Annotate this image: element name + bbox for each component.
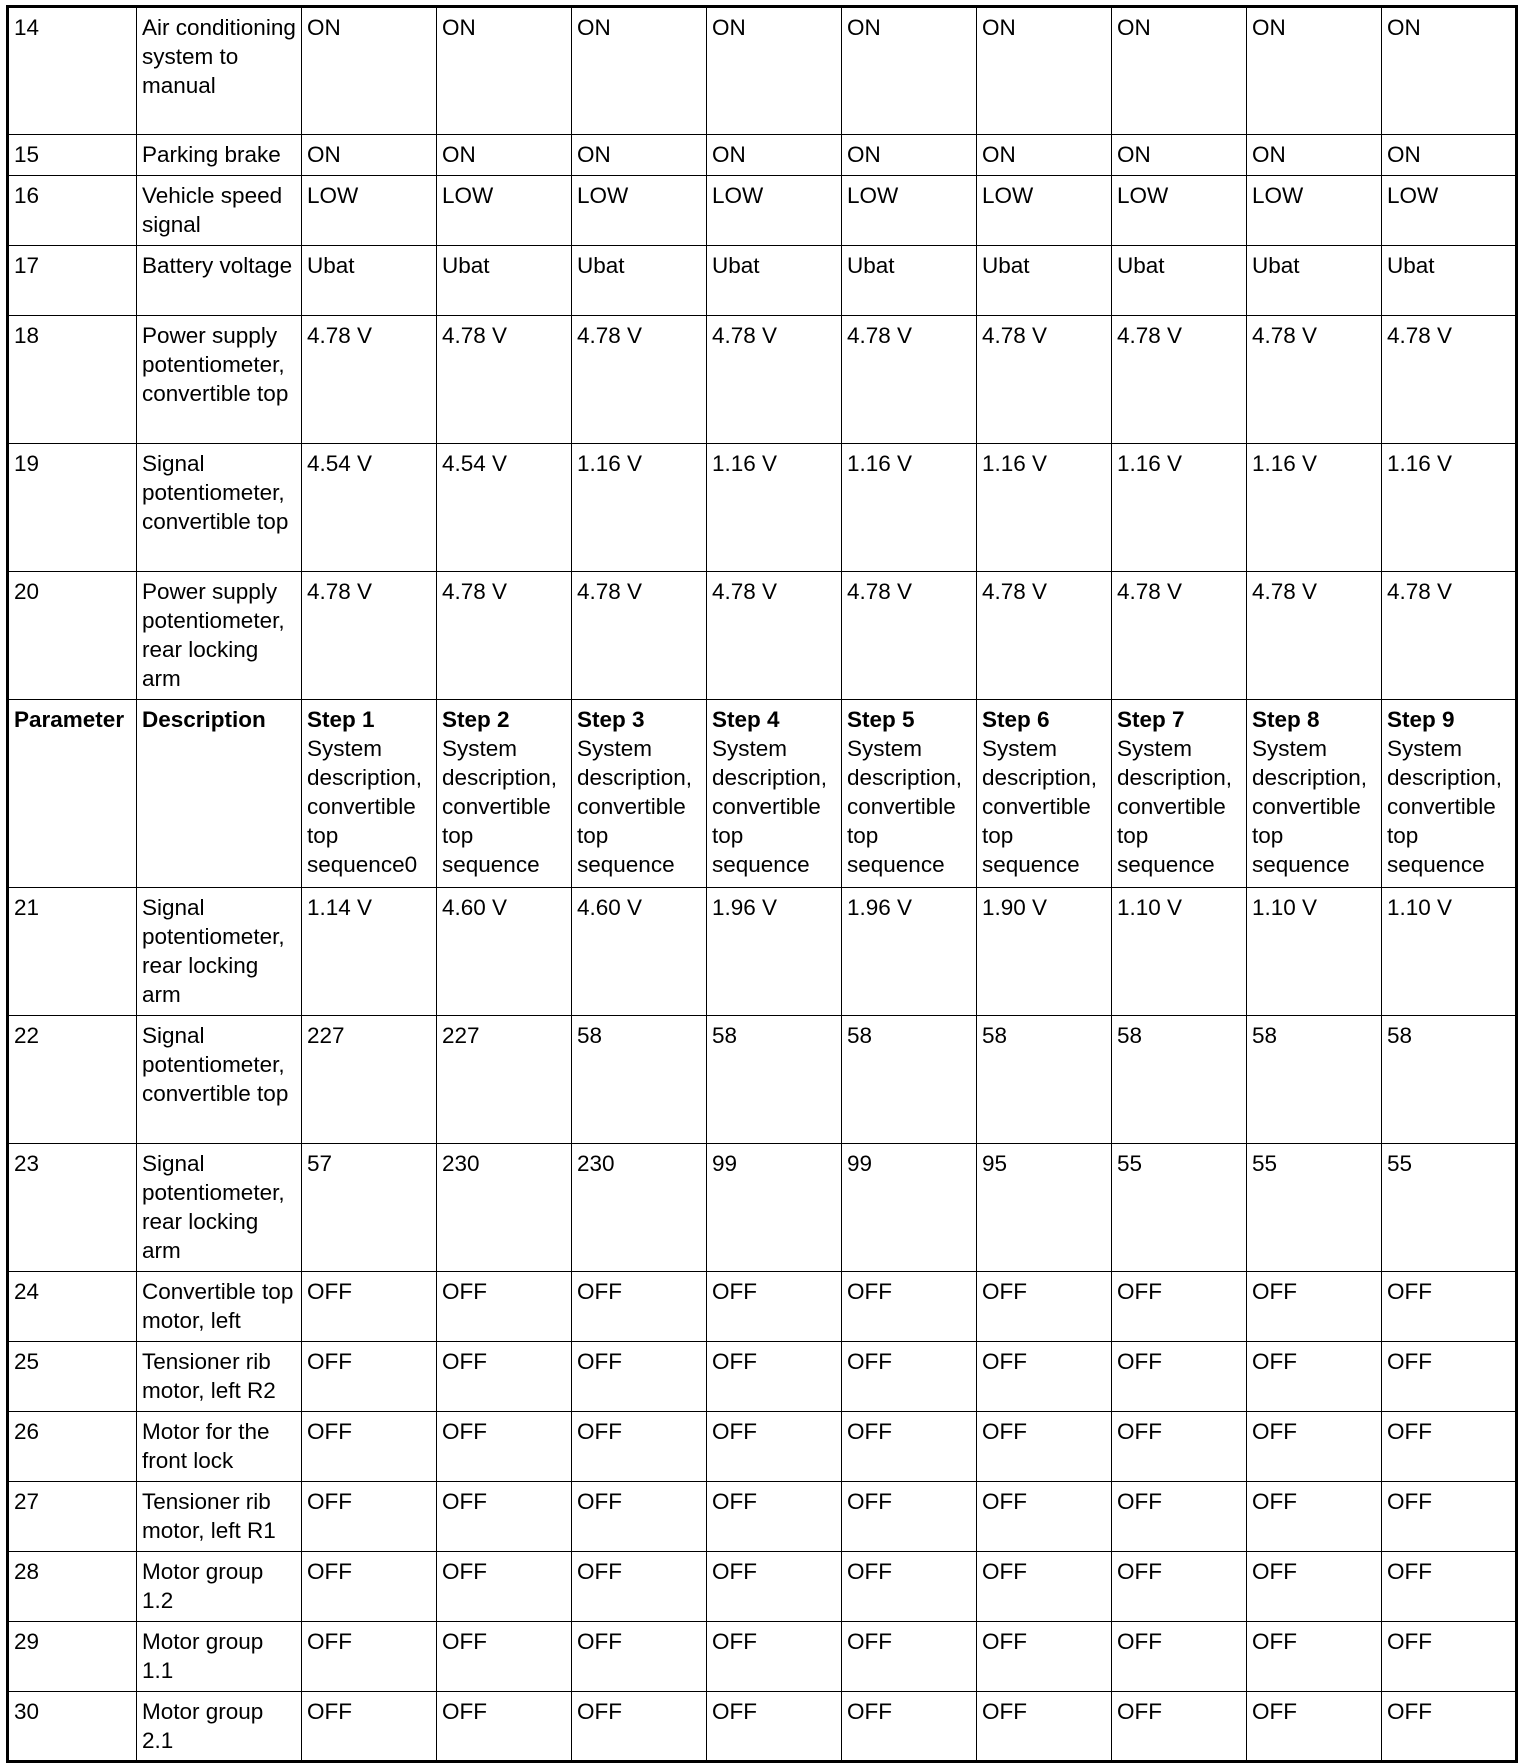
step-value-cell: 58	[1112, 1016, 1247, 1144]
parameter-description: Tensioner rib motor, left R1	[137, 1482, 302, 1552]
step-value-cell: OFF	[1112, 1552, 1247, 1622]
step-value-cell: OFF	[572, 1482, 707, 1552]
step-value-cell: ON	[302, 7, 437, 135]
step-value-cell: 4.78 V	[977, 316, 1112, 444]
step-title: Step 4	[712, 707, 780, 732]
step-value-cell: ON	[707, 135, 842, 176]
parameter-description: Power supply potentiometer, convertible top	[137, 316, 302, 444]
step-value-cell: 230	[437, 1144, 572, 1272]
step-value-cell: 227	[437, 1016, 572, 1144]
step-value-cell: ON	[302, 135, 437, 176]
step-value-cell: ON	[572, 7, 707, 135]
column-header-parameter: Parameter	[8, 700, 137, 888]
step-value-cell: OFF	[1247, 1482, 1382, 1552]
table-row	[8, 1272, 1517, 1342]
step-value-cell: OFF	[572, 1552, 707, 1622]
step-description: System description, convertible top sequence	[1387, 736, 1503, 877]
table-row	[8, 1692, 1517, 1762]
parameter-number: 30	[8, 1692, 137, 1762]
step-value-cell: OFF	[302, 1412, 437, 1482]
step-value-cell: 1.16 V	[842, 444, 977, 572]
column-header-step	[1382, 700, 1517, 888]
step-value-cell: 1.96 V	[707, 888, 842, 1016]
step-value-cell: OFF	[1112, 1412, 1247, 1482]
parameter-number: 27	[8, 1482, 137, 1552]
step-value-cell: OFF	[842, 1692, 977, 1762]
step-value-cell: OFF	[1382, 1272, 1517, 1342]
step-value-cell: ON	[842, 135, 977, 176]
step-value-cell: OFF	[842, 1272, 977, 1342]
step-title: Step 7	[1117, 707, 1185, 732]
step-value-cell: ON	[707, 7, 842, 135]
table-row	[8, 1342, 1517, 1412]
step-value-cell: 1.16 V	[1382, 444, 1517, 572]
step-value-cell: 230	[572, 1144, 707, 1272]
step-value-cell: 4.60 V	[572, 888, 707, 1016]
parameter-description: Convertible top motor, left	[137, 1272, 302, 1342]
parameter-description: Signal potentiometer, convertible top	[137, 1016, 302, 1144]
step-value-cell: OFF	[1382, 1342, 1517, 1412]
step-value-cell: OFF	[572, 1342, 707, 1412]
step-value-cell: 4.78 V	[977, 572, 1112, 700]
parameter-number: 28	[8, 1552, 137, 1622]
step-description: System description, convertible top sequence0	[307, 736, 423, 877]
step-value-cell: ON	[1382, 135, 1517, 176]
step-value-cell: 4.54 V	[302, 444, 437, 572]
step-value-cell: OFF	[437, 1272, 572, 1342]
step-value-cell: 1.16 V	[1112, 444, 1247, 572]
step-value-cell: OFF	[1112, 1692, 1247, 1762]
step-title: Step 8	[1252, 707, 1320, 732]
step-value-cell: 4.78 V	[1382, 572, 1517, 700]
parameter-number: 29	[8, 1622, 137, 1692]
step-value-cell: OFF	[977, 1692, 1112, 1762]
step-value-cell: OFF	[1382, 1552, 1517, 1622]
step-value-cell: ON	[977, 7, 1112, 135]
parameter-number: 17	[8, 246, 137, 316]
step-value-cell: OFF	[707, 1552, 842, 1622]
step-value-cell: OFF	[977, 1272, 1112, 1342]
step-value-cell: OFF	[302, 1622, 437, 1692]
step-value-cell: 227	[302, 1016, 437, 1144]
step-value-cell: OFF	[707, 1412, 842, 1482]
table-row	[8, 135, 1517, 176]
step-value-cell: OFF	[302, 1692, 437, 1762]
step-value-cell: OFF	[302, 1272, 437, 1342]
step-value-cell: OFF	[1382, 1692, 1517, 1762]
step-value-cell: OFF	[1112, 1482, 1247, 1552]
step-value-cell: 4.60 V	[437, 888, 572, 1016]
document-page	[6, 5, 1518, 1763]
step-value-cell: 1.90 V	[977, 888, 1112, 1016]
step-value-cell: 4.78 V	[1112, 572, 1247, 700]
step-value-cell: 4.78 V	[302, 316, 437, 444]
step-value-cell: ON	[1112, 135, 1247, 176]
step-value-cell: OFF	[437, 1622, 572, 1692]
step-value-cell: LOW	[1382, 176, 1517, 246]
step-value-cell: OFF	[1382, 1482, 1517, 1552]
step-value-cell: OFF	[1382, 1622, 1517, 1692]
step-value-cell: OFF	[977, 1482, 1112, 1552]
step-value-cell: 58	[977, 1016, 1112, 1144]
step-value-cell: 55	[1247, 1144, 1382, 1272]
step-value-cell: 4.78 V	[302, 572, 437, 700]
step-value-cell: LOW	[707, 176, 842, 246]
parameter-description: Motor group 1.1	[137, 1622, 302, 1692]
step-value-cell: OFF	[302, 1552, 437, 1622]
step-value-cell: 99	[707, 1144, 842, 1272]
table-row	[8, 1144, 1517, 1272]
step-value-cell: OFF	[977, 1622, 1112, 1692]
parameter-number: 24	[8, 1272, 137, 1342]
step-description: System description, convertible top sequence	[712, 736, 828, 877]
step-value-cell: 58	[842, 1016, 977, 1144]
step-value-cell: OFF	[842, 1622, 977, 1692]
table-row	[8, 444, 1517, 572]
step-title: Step 9	[1387, 707, 1455, 732]
step-value-cell: 4.78 V	[707, 572, 842, 700]
step-value-cell: LOW	[977, 176, 1112, 246]
step-value-cell: ON	[1247, 135, 1382, 176]
step-title: Step 1	[307, 707, 375, 732]
parameter-number: 18	[8, 316, 137, 444]
step-value-cell: OFF	[437, 1412, 572, 1482]
step-value-cell: OFF	[977, 1552, 1112, 1622]
table-row	[8, 888, 1517, 1016]
table-row	[8, 246, 1517, 316]
column-header-step	[977, 700, 1112, 888]
table-row	[8, 7, 1517, 135]
step-value-cell: Ubat	[842, 246, 977, 316]
step-value-cell: OFF	[1247, 1412, 1382, 1482]
parameter-description: Power supply potentiometer, rear locking arm	[137, 572, 302, 700]
step-value-cell: ON	[437, 135, 572, 176]
step-description: System description, convertible top sequence	[442, 736, 558, 877]
step-description: System description, convertible top sequence	[1117, 736, 1233, 877]
step-value-cell: OFF	[1247, 1622, 1382, 1692]
step-value-cell: Ubat	[437, 246, 572, 316]
step-title: Step 5	[847, 707, 915, 732]
parameter-table	[6, 5, 1518, 1763]
column-header-step	[707, 700, 842, 888]
step-value-cell: OFF	[437, 1482, 572, 1552]
parameter-description: Signal potentiometer, rear locking arm	[137, 1144, 302, 1272]
step-value-cell: Ubat	[1382, 246, 1517, 316]
parameter-number: 16	[8, 176, 137, 246]
parameter-number: 22	[8, 1016, 137, 1144]
parameter-description: Tensioner rib motor, left R2	[137, 1342, 302, 1412]
step-value-cell: 4.78 V	[1247, 572, 1382, 700]
step-value-cell: OFF	[707, 1692, 842, 1762]
step-value-cell: OFF	[977, 1412, 1112, 1482]
parameter-description: Air conditioning system to manual	[137, 7, 302, 135]
step-value-cell: OFF	[1112, 1342, 1247, 1412]
step-value-cell: Ubat	[1112, 246, 1247, 316]
step-value-cell: OFF	[842, 1482, 977, 1552]
parameter-description: Signal potentiometer, convertible top	[137, 444, 302, 572]
parameter-description: Parking brake	[137, 135, 302, 176]
step-value-cell: LOW	[1112, 176, 1247, 246]
step-value-cell: LOW	[842, 176, 977, 246]
parameter-description: Vehicle speed signal	[137, 176, 302, 246]
step-value-cell: OFF	[1247, 1692, 1382, 1762]
step-value-cell: 95	[977, 1144, 1112, 1272]
step-value-cell: ON	[437, 7, 572, 135]
step-title: Step 2	[442, 707, 510, 732]
step-value-cell: OFF	[437, 1692, 572, 1762]
step-value-cell: 58	[572, 1016, 707, 1144]
column-header-step	[1112, 700, 1247, 888]
step-value-cell: 4.78 V	[1112, 316, 1247, 444]
step-value-cell: 55	[1112, 1144, 1247, 1272]
table-row	[8, 1016, 1517, 1144]
step-value-cell: 1.14 V	[302, 888, 437, 1016]
parameter-number: 26	[8, 1412, 137, 1482]
column-header-step	[1247, 700, 1382, 888]
step-value-cell: 1.16 V	[977, 444, 1112, 572]
table-row	[8, 1622, 1517, 1692]
step-value-cell: 58	[1247, 1016, 1382, 1144]
parameter-description: Battery voltage	[137, 246, 302, 316]
step-title: Step 6	[982, 707, 1050, 732]
step-value-cell: 1.10 V	[1382, 888, 1517, 1016]
parameter-number: 14	[8, 7, 137, 135]
step-value-cell: 1.96 V	[842, 888, 977, 1016]
step-value-cell: ON	[1382, 7, 1517, 135]
parameter-description: Motor group 1.2	[137, 1552, 302, 1622]
step-value-cell: OFF	[842, 1342, 977, 1412]
step-value-cell: ON	[977, 135, 1112, 176]
step-value-cell: 57	[302, 1144, 437, 1272]
step-value-cell: ON	[1247, 7, 1382, 135]
table-row	[8, 572, 1517, 700]
step-value-cell: Ubat	[707, 246, 842, 316]
parameter-number: 25	[8, 1342, 137, 1412]
step-value-cell: OFF	[707, 1342, 842, 1412]
step-description: System description, convertible top sequence	[1252, 736, 1368, 877]
step-value-cell: 4.54 V	[437, 444, 572, 572]
step-value-cell: Ubat	[977, 246, 1112, 316]
table-row	[8, 1412, 1517, 1482]
step-value-cell: 58	[1382, 1016, 1517, 1144]
step-value-cell: 4.78 V	[572, 572, 707, 700]
step-value-cell: OFF	[1382, 1412, 1517, 1482]
step-value-cell: 1.16 V	[707, 444, 842, 572]
step-value-cell: OFF	[707, 1622, 842, 1692]
step-value-cell: Ubat	[1247, 246, 1382, 316]
step-value-cell: 4.78 V	[1247, 316, 1382, 444]
step-value-cell: OFF	[707, 1272, 842, 1342]
step-value-cell: OFF	[1247, 1552, 1382, 1622]
column-header-step	[302, 700, 437, 888]
step-value-cell: ON	[572, 135, 707, 176]
step-value-cell: OFF	[572, 1692, 707, 1762]
step-value-cell: OFF	[977, 1342, 1112, 1412]
step-value-cell: 4.78 V	[1382, 316, 1517, 444]
step-value-cell: OFF	[707, 1482, 842, 1552]
step-value-cell: OFF	[1112, 1272, 1247, 1342]
header-row	[8, 700, 1517, 888]
table-row	[8, 316, 1517, 444]
step-value-cell: LOW	[302, 176, 437, 246]
step-value-cell: 4.78 V	[842, 316, 977, 444]
column-header-description: Description	[137, 700, 302, 888]
step-value-cell: OFF	[1247, 1342, 1382, 1412]
parameter-number: 23	[8, 1144, 137, 1272]
step-value-cell: 1.10 V	[1112, 888, 1247, 1016]
step-value-cell: 1.16 V	[1247, 444, 1382, 572]
step-value-cell: 1.10 V	[1247, 888, 1382, 1016]
step-value-cell: ON	[1112, 7, 1247, 135]
step-value-cell: OFF	[1112, 1622, 1247, 1692]
step-value-cell: OFF	[302, 1482, 437, 1552]
step-value-cell: OFF	[572, 1622, 707, 1692]
parameter-number: 19	[8, 444, 137, 572]
step-value-cell: LOW	[1247, 176, 1382, 246]
step-value-cell: 4.78 V	[437, 316, 572, 444]
step-value-cell: LOW	[437, 176, 572, 246]
step-value-cell: OFF	[437, 1342, 572, 1412]
parameter-number: 21	[8, 888, 137, 1016]
parameter-description: Motor for the front lock	[137, 1412, 302, 1482]
parameter-description: Signal potentiometer, rear locking arm	[137, 888, 302, 1016]
step-value-cell: OFF	[572, 1272, 707, 1342]
step-value-cell: OFF	[1247, 1272, 1382, 1342]
step-value-cell: ON	[842, 7, 977, 135]
table-row	[8, 1552, 1517, 1622]
column-header-step	[842, 700, 977, 888]
step-description: System description, convertible top sequence	[577, 736, 693, 877]
parameter-number: 15	[8, 135, 137, 176]
step-value-cell: 4.78 V	[707, 316, 842, 444]
step-description: System description, convertible top sequence	[982, 736, 1098, 877]
step-value-cell: 4.78 V	[572, 316, 707, 444]
step-value-cell: 55	[1382, 1144, 1517, 1272]
column-header-step	[437, 700, 572, 888]
step-value-cell: 58	[707, 1016, 842, 1144]
step-value-cell: 1.16 V	[572, 444, 707, 572]
step-value-cell: 99	[842, 1144, 977, 1272]
step-value-cell: OFF	[842, 1412, 977, 1482]
step-description: System description, convertible top sequence	[847, 736, 963, 877]
step-value-cell: 4.78 V	[842, 572, 977, 700]
parameter-number: 20	[8, 572, 137, 700]
step-value-cell: LOW	[572, 176, 707, 246]
step-value-cell: Ubat	[302, 246, 437, 316]
table-row	[8, 176, 1517, 246]
step-value-cell: Ubat	[572, 246, 707, 316]
step-title: Step 3	[577, 707, 645, 732]
step-value-cell: OFF	[302, 1342, 437, 1412]
table-row	[8, 1482, 1517, 1552]
step-value-cell: OFF	[842, 1552, 977, 1622]
step-value-cell: 4.78 V	[437, 572, 572, 700]
step-value-cell: OFF	[572, 1412, 707, 1482]
parameter-description: Motor group 2.1	[137, 1692, 302, 1762]
step-value-cell: OFF	[437, 1552, 572, 1622]
column-header-step	[572, 700, 707, 888]
